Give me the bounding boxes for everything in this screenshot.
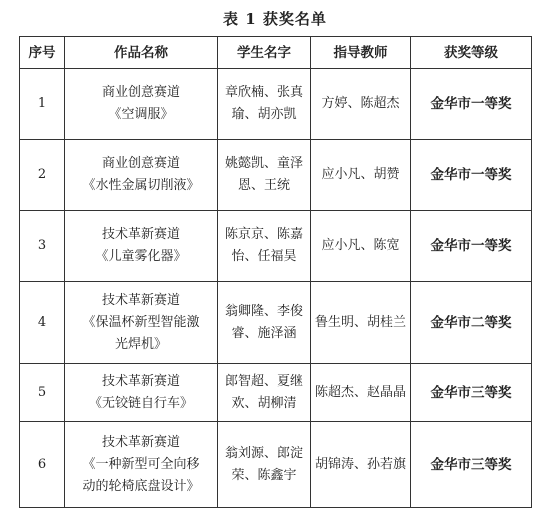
row-work: 技术革新赛道 《无铰链自行车》 (65, 364, 218, 422)
row-level: 金华市二等奖 (411, 282, 532, 364)
row-work: 技术革新赛道 《儿童雾化器》 (65, 211, 218, 282)
row-work: 商业创意赛道 《空调服》 (65, 69, 218, 140)
row-teacher: 应小凡、陈宽 (311, 211, 411, 282)
table-caption: 表 1 获奖名单 (223, 10, 327, 28)
row-level: 金华市三等奖 (411, 364, 532, 422)
table-row (20, 69, 532, 140)
row-work: 技术革新赛道 《一种新型可全向移 动的轮椅底盘设计》 (65, 422, 218, 508)
header-work: 作品名称 (65, 37, 218, 69)
header-teacher: 指导教师 (311, 37, 411, 69)
row-seq: 5 (20, 364, 65, 422)
row-seq: 3 (20, 211, 65, 282)
row-seq: 1 (20, 69, 65, 140)
row-students: 陈京京、陈嘉 怡、任福昊 (218, 211, 311, 282)
row-seq: 4 (20, 282, 65, 364)
row-students: 章欣楠、张真 瑜、胡亦凯 (218, 69, 311, 140)
row-teacher: 应小凡、胡赞 (311, 140, 411, 211)
row-level: 金华市三等奖 (411, 422, 532, 508)
table-row (20, 282, 532, 364)
row-work: 商业创意赛道 《水性金属切削液》 (65, 140, 218, 211)
row-students: 姚懿凯、童泽 恩、王统 (218, 140, 311, 211)
row-teacher: 鲁生明、胡桂兰 (311, 282, 411, 364)
header-seq: 序号 (20, 37, 65, 69)
awards-table (19, 36, 532, 508)
table-row (20, 140, 532, 211)
row-students: 郎智超、夏继 欢、胡柳清 (218, 364, 311, 422)
row-teacher: 胡锦涛、孙若旗 (311, 422, 411, 508)
table-row (20, 211, 532, 282)
row-level: 金华市一等奖 (411, 211, 532, 282)
row-level: 金华市一等奖 (411, 140, 532, 211)
row-work: 技术革新赛道 《保温杯新型智能激 光焊机》 (65, 282, 218, 364)
header-row (20, 37, 532, 69)
header-level: 获奖等级 (411, 37, 532, 69)
row-students: 翁刘源、郎淀 荣、陈鑫宇 (218, 422, 311, 508)
row-seq: 2 (20, 140, 65, 211)
row-students: 翁卿隆、李俊 睿、施泽涵 (218, 282, 311, 364)
row-teacher: 陈超杰、赵晶晶 (311, 364, 411, 422)
table-row (20, 422, 532, 508)
row-teacher: 方婷、陈超杰 (311, 69, 411, 140)
table-row (20, 364, 532, 422)
row-level: 金华市一等奖 (411, 69, 532, 140)
header-students: 学生名字 (218, 37, 311, 69)
row-seq: 6 (20, 422, 65, 508)
